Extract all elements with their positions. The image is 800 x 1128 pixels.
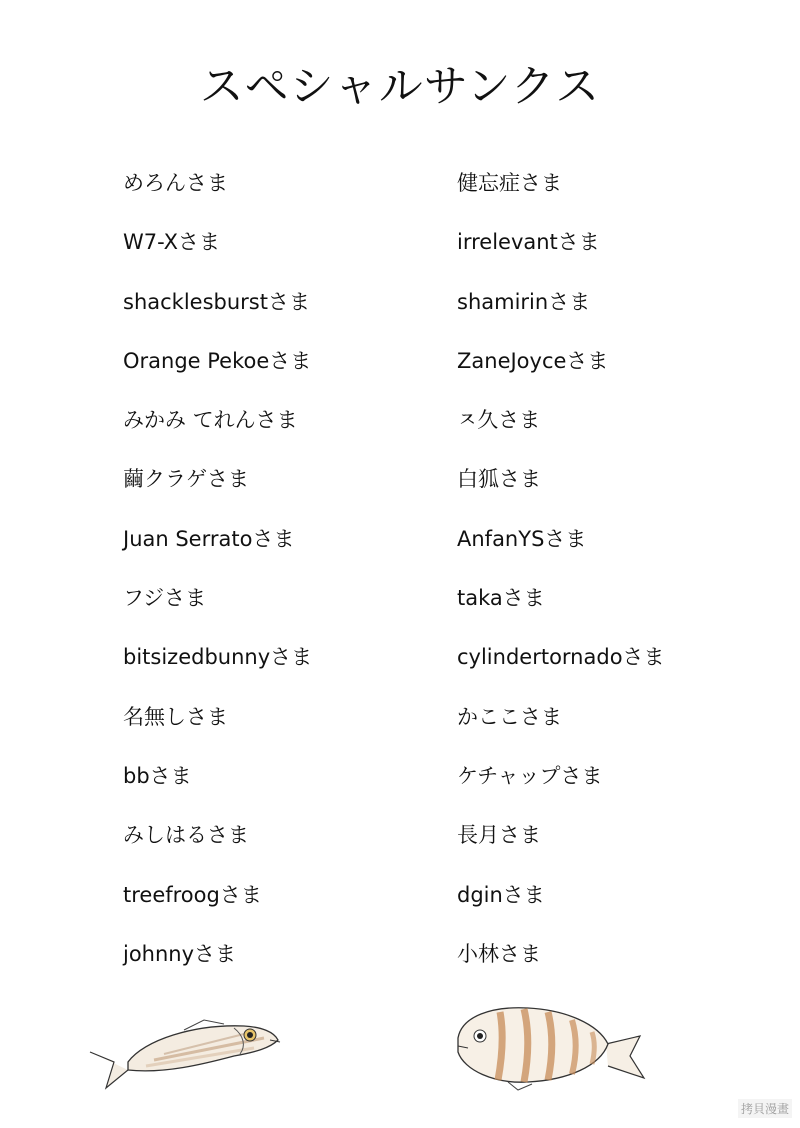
list-item: 長月さま	[457, 823, 541, 848]
list-item: ㅈ久さま	[457, 408, 541, 433]
list-item: みしはるさま	[123, 823, 249, 848]
page-title: スペシャルサンクス	[199, 61, 601, 112]
list-item: W7-Xさま	[123, 230, 221, 255]
list-item: johnnyさま	[123, 941, 237, 966]
list-item: 繭クラゲさま	[123, 467, 249, 492]
thanks-list-left	[123, 164, 312, 994]
thanks-list-right	[457, 164, 665, 994]
list-item: Orange Pekoeさま	[123, 348, 312, 373]
list-item: めろんさま	[123, 171, 228, 195]
slender-fish-illustration	[84, 1010, 284, 1092]
list-item: フジさま	[123, 586, 207, 611]
list-item: ケチャップさま	[457, 763, 603, 788]
list-item: 白狐さま	[457, 467, 541, 492]
list-item: 小林さま	[457, 941, 541, 966]
list-item: bbさま	[123, 763, 192, 788]
list-item: irrelevantさま	[457, 230, 600, 255]
banded-fish-illustration	[448, 1000, 648, 1092]
list-item: Juan Serratoさま	[123, 526, 295, 551]
list-item: bitsizedbunnyさま	[123, 645, 313, 670]
list-item: みかみ てれんさま	[123, 408, 298, 433]
watermark-logo: 拷貝漫畫	[738, 1099, 792, 1118]
list-item: takaさま	[457, 586, 545, 611]
list-item: ZaneJoyceさま	[457, 348, 609, 373]
list-item: dginさま	[457, 882, 545, 907]
list-item: かここさま	[457, 704, 562, 729]
list-item: AnfanYSさま	[457, 526, 587, 551]
list-item: shacklesburstさま	[123, 289, 310, 314]
list-item: 名無しさま	[123, 704, 228, 729]
list-item: 健忘症さま	[457, 171, 562, 195]
list-item: cylindertornadoさま	[457, 645, 665, 670]
list-item: shamirinさま	[457, 289, 591, 314]
list-item: treefroogさま	[123, 882, 262, 907]
